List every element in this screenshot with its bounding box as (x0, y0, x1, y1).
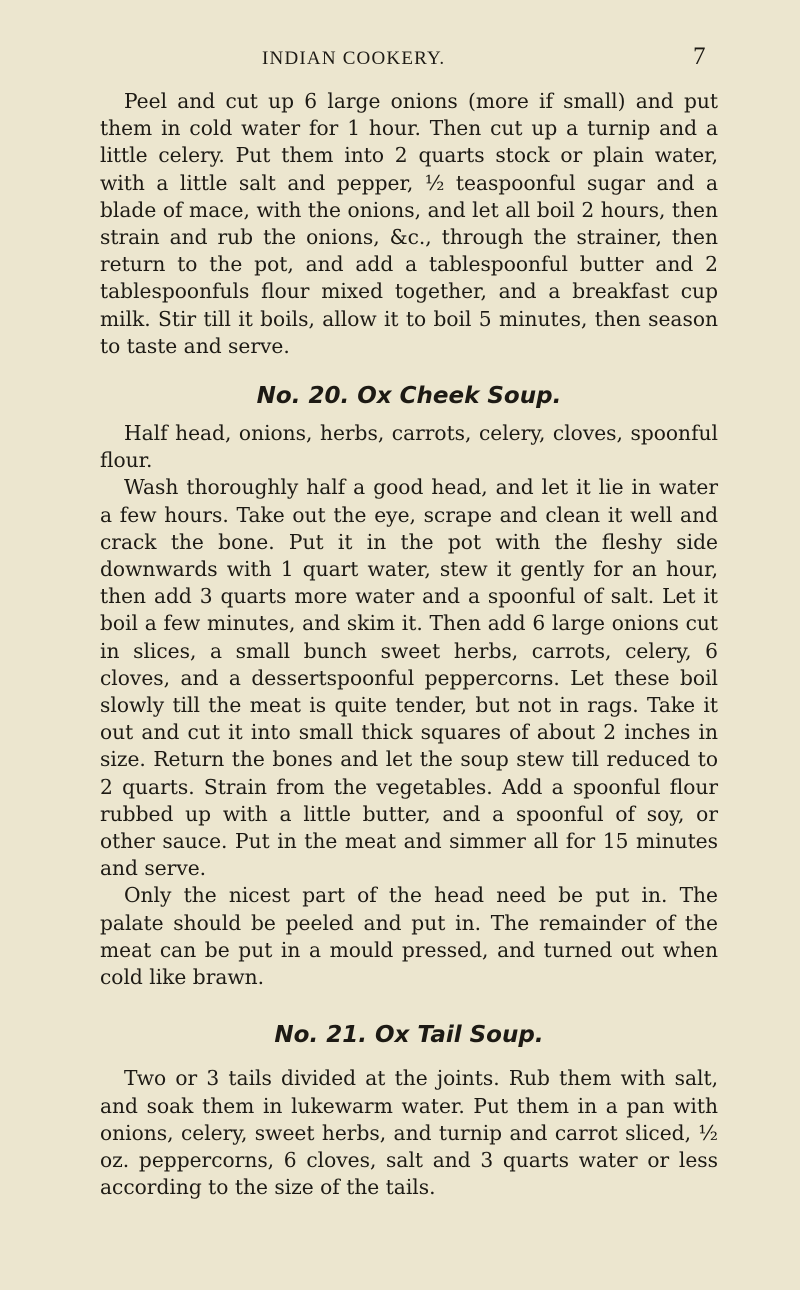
recipe-21-heading: No. 21. Ox Tail Soup. (274, 1022, 544, 1049)
recipe-21-method: Two or 3 tails divided at the joints. Rub them with salt, and soak them in lukewarm water. Put them in a pan with onions, celery, sweet herbs, and turnip and carrot sliced, ½ oz. peppercorns, 6 cloves, salt and 3 quarts water or less according to the size of the tails. (100, 1066, 718, 1200)
recipe-20-method: Wash thoroughly half a good head, and let it lie in water a few hours. Take out the eye, scrape and clean it well and crack the bone. Put it in the pot with the fleshy side downwards with 1 quart water, stew it gently for an hour, then add 3 quarts more water and a spoonful of salt. Let it boil a few minutes, and skim it. Then add 6 large onions cut in slices, a small bunch sweet herbs, carrots, celery, 6 cloves, and a dessertspoonful peppercorns. Let these boil slowly till the meat is quite tender, but not in rags. Take it out and cut it into small thick squares of about 2 inches in size. Return the bones and let the soup stew till reduced to 2 quarts. Strain from the vegetables. Add a spoonful flour rubbed up with a little butter, and a spoonful of soy, or other sauce. Put in the meat and simmer all for 15 minutes and serve. (100, 475, 718, 881)
intro-paragraph: Peel and cut up 6 large onions (more if small) and put them in cold water for 1 hour. Then cut up a turnip and a little celery. Put them into 2 quarts stock or plain water, with a little salt and pepper, ½ teaspoonful sugar and a blade of mace, with the onions, and let all boil 2 hours, then strain and rub the onions, &c., through the strainer, then return to the pot, and add a tablespoonful butter and 2 tablespoonfuls flour mixed together, and a breakfast cup milk. Stir till it boils, allow it to boil 5 minutes, then season to taste and serve. (100, 89, 718, 358)
page-number: 7 (693, 43, 706, 70)
recipe-20-ingredients: Half head, onions, herbs, carrots, celery, cloves, spoonful flour. (100, 421, 718, 473)
recipe-20-note: Only the nicest part of the head need be put in. The palate should be peeled and put in. The remainder of the meat can be put in a mould pressed, and turned out when cold like brawn. (100, 883, 718, 990)
running-title: INDIAN COOKERY. (262, 48, 446, 69)
running-head (0, 40, 800, 80)
page-body (100, 88, 718, 1201)
recipe-20-heading: No. 20. Ox Cheek Soup. (256, 383, 562, 410)
